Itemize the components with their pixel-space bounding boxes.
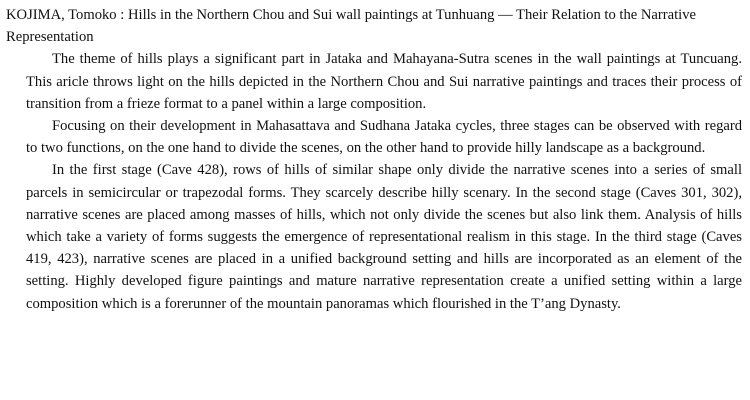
author-title-separator: :: [116, 7, 128, 23]
article-title: Hills in the Northern Chou and Sui wall paintings at Tunhuang — Their Relation to the Narrative Representation: [6, 7, 696, 46]
abstract-paragraph-3: In the first stage (Cave 428), rows of hills of similar shape only divide the narrative scenes into a series of small parcels in semicircular or trapezodal forms. They scarcely describe hilly scenary. In the second stage (Caves 301, 302), narrative scenes are placed among masses of hills, which not only divide the scenes but also link them. Analysis of hills which take a variety of forms suggests the emergence of representational realism in this stage. In the third stage (Caves 419, 423), narrative scenes are placed in a unified background setting and hills are incorporated as an element of the setting. Highly developed figure paintings and mature narrative representation create a unified setting within a large composition which is a forerunner of the mountain panoramas which flourished in the T’ang Dynasty.: [26, 162, 742, 312]
abstract-body: [6, 48, 742, 314]
article-heading: [6, 4, 742, 48]
abstract-paragraph-1: The theme of hills plays a significant part in Jataka and Mahayana-Sutra scenes in the wall paintings at Tuncuang. This aricle throws light on the hills depicted in the Northern Chou and Sui narrative paintings and traces their process of transition from a frieze format to a panel within a large composition.: [26, 51, 742, 112]
abstract-paragraph-2: Focusing on their development in Mahasattava and Sudhana Jataka cycles, three stages can be observed with regard to two functions, on the one hand to divide the scenes, on the other hand to provide hilly landscape as a background.: [26, 118, 742, 157]
author-name: KOJIMA, Tomoko: [6, 7, 117, 23]
